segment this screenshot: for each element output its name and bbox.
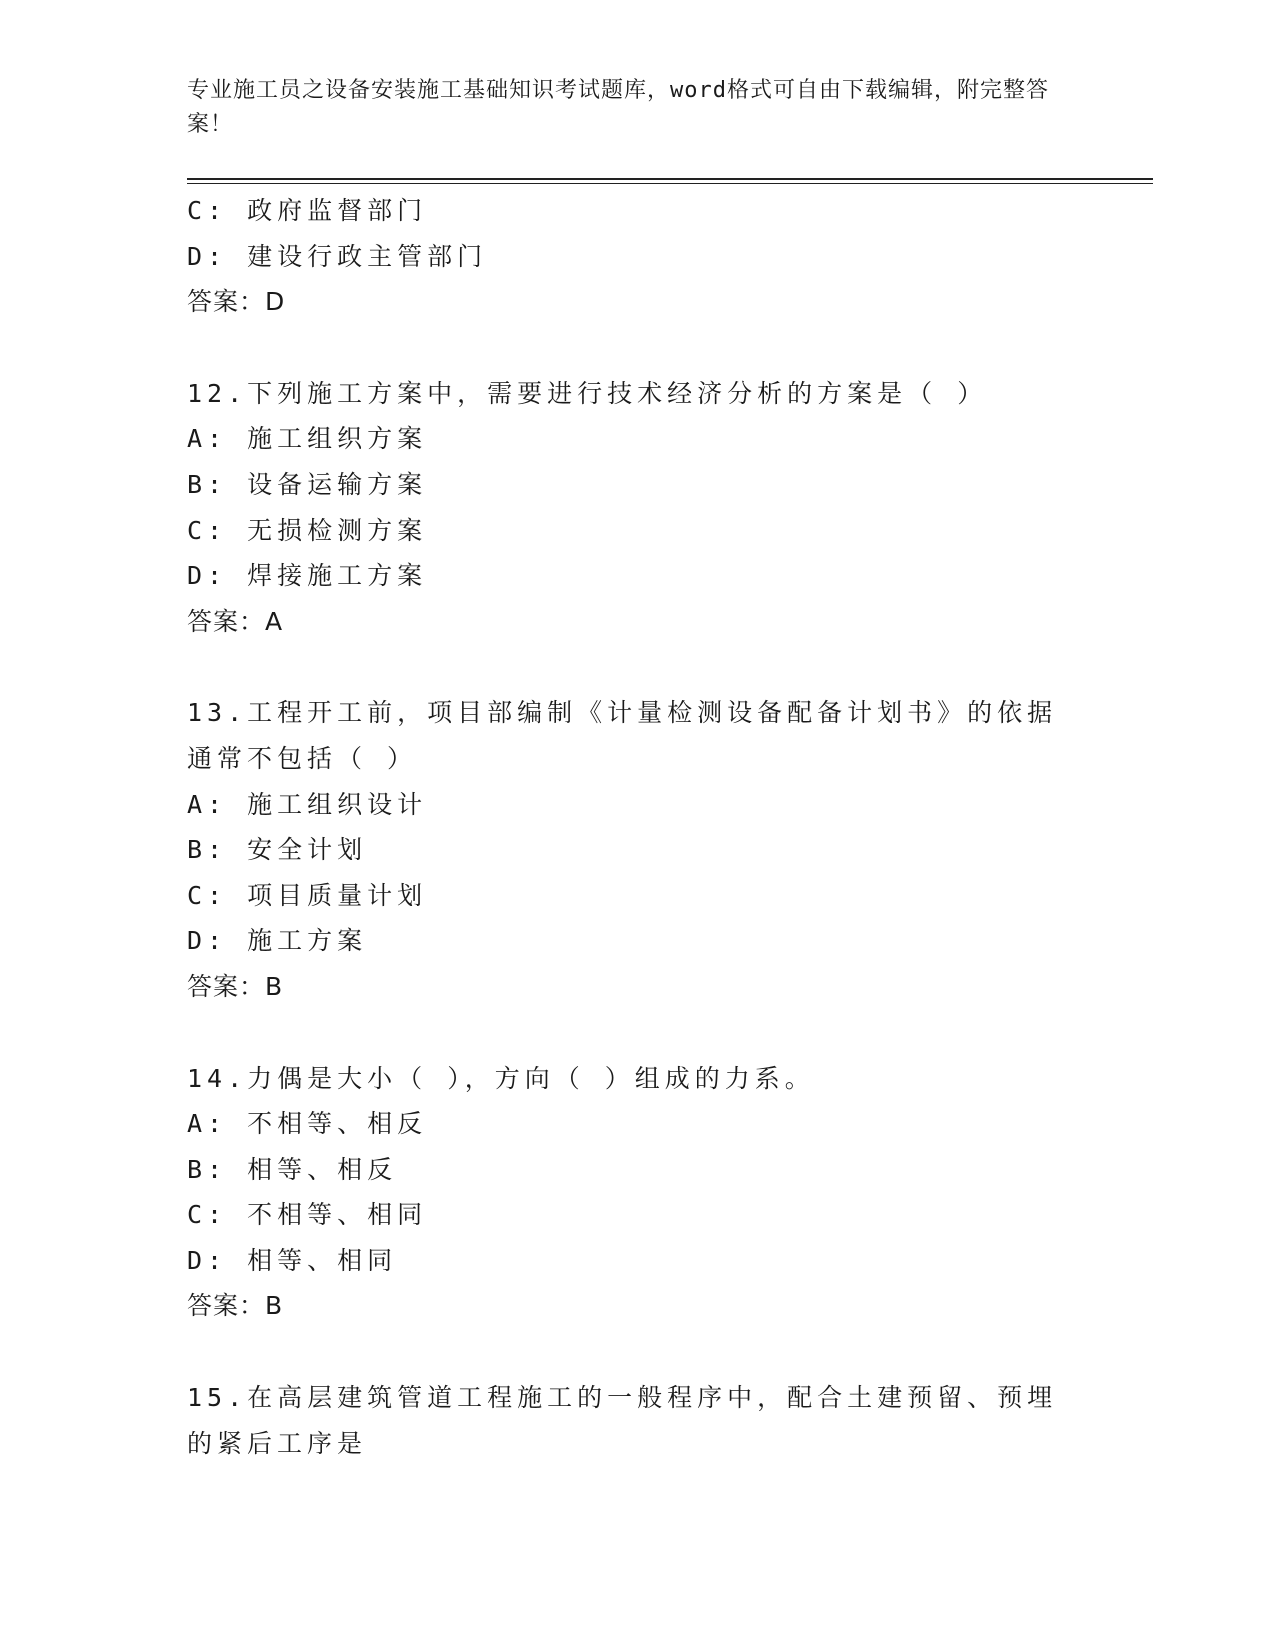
option-c: C: 项目质量计划 (187, 880, 428, 910)
question-list (187, 188, 1087, 1466)
option-c: C: 政府监督部门 (187, 196, 428, 225)
question-15 (187, 1375, 1087, 1466)
option-a: A: 不相等、相反 (187, 1109, 428, 1139)
option-d: D: 相等、相同 (187, 1245, 398, 1275)
option-d: D: 建设行政主管部门 (187, 241, 488, 271)
header-divider-thin (187, 183, 1153, 184)
option-b: B: 安全计划 (187, 835, 368, 865)
question-13 (187, 690, 1087, 1009)
question-text: 15.在高层建筑管道工程施工的一般程序中，配合土建预留、预埋的紧后工序是 (187, 1383, 1058, 1458)
question-11-tail (187, 188, 1087, 325)
document-header: 专业施工员之设备安装施工基础知识考试题库，word格式可自由下载编辑，附完整答案！ (187, 78, 1049, 137)
answer-line: 答案：D (187, 287, 286, 317)
option-a: A: 施工组织方案 (187, 424, 428, 454)
option-b: B: 相等、相反 (187, 1154, 398, 1184)
option-b: B: 设备运输方案 (187, 469, 428, 499)
option-d: D: 施工方案 (187, 926, 368, 956)
question-text: 12.下列施工方案中，需要进行技术经济分析的方案是（ ） (187, 378, 988, 408)
answer-line: 答案：B (187, 971, 284, 1001)
question-text: 14.力偶是大小（ ），方向（ ）组成的力系。 (187, 1063, 815, 1093)
answer-line: 答案：B (187, 1291, 284, 1321)
option-d: D: 焊接施工方案 (187, 561, 428, 591)
option-c: C: 不相等、相同 (187, 1200, 428, 1230)
answer-line: 答案：A (187, 606, 284, 636)
header-divider-thick (187, 178, 1153, 180)
question-12 (187, 371, 1087, 645)
question-14 (187, 1056, 1087, 1330)
question-text: 13.工程开工前，项目部编制《计量检测设备配备计划书》的依据通常不包括（ ） (187, 698, 1058, 773)
option-a: A: 施工组织设计 (187, 789, 428, 819)
option-c: C: 无损检测方案 (187, 515, 428, 545)
